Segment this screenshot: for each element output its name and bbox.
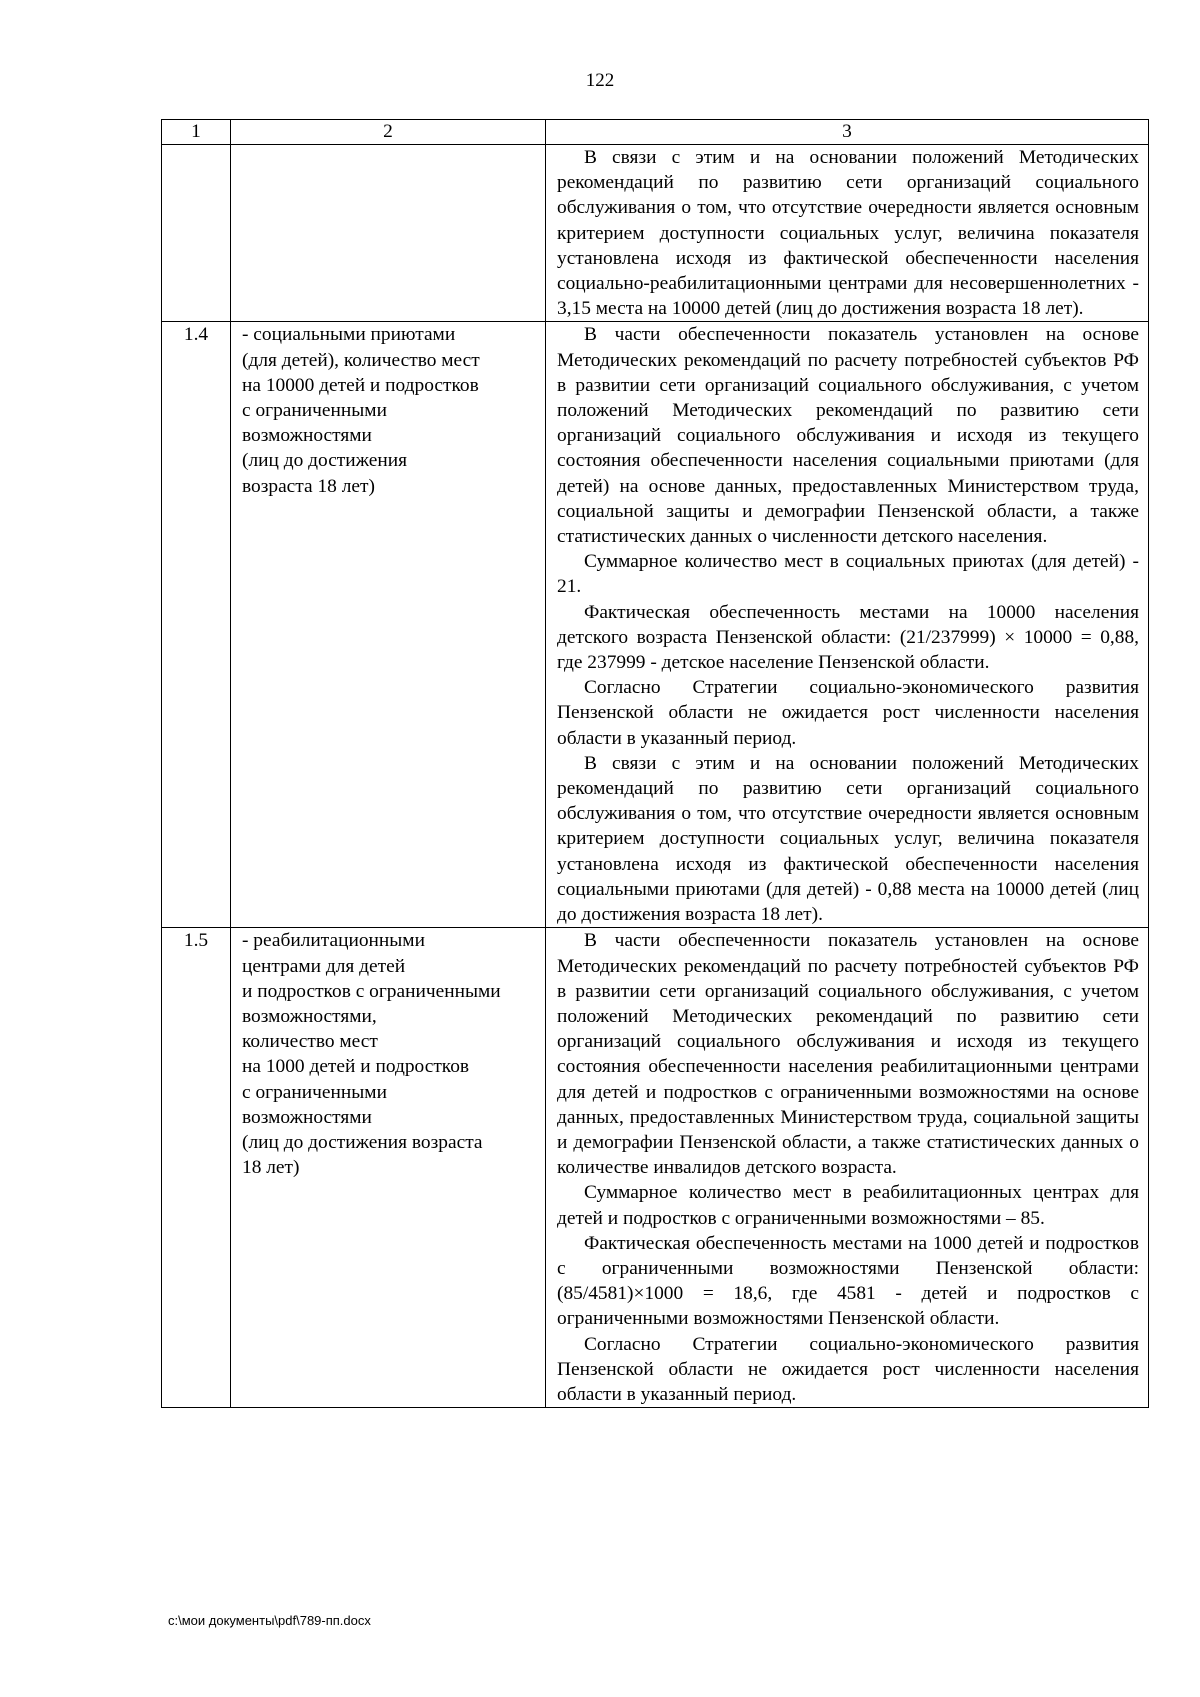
indicator-label-line: количество мест <box>242 1031 378 1053</box>
indicator-label-line: возраста 18 лет) <box>242 475 375 497</box>
indicator-label-line: - реабилитационными <box>242 930 425 952</box>
table-header-row <box>162 120 1149 145</box>
justification-paragraph: В части обеспеченности показатель установлен на основе Методических рекомендаций по расчету потребностей субъектов РФ в развитии сети организаций социального обслуживания, с учетом положений Методических рекомендаций по развитию сети организаций социального обслуживания и исходя из текущего состояния обеспеченности населения социальными приютами (для детей) на основе данных, предоставленных Министерством труда, социальной защиты и демографии Пензенской области, а также статистических данных о численности детского населения. <box>557 324 1139 548</box>
indicator-label-line: (лиц до достижения <box>242 450 408 472</box>
justification-paragraph: Суммарное количество мест в реабилитационных центрах для детей и подростков с ограниченными возможностями – 85. <box>557 1182 1139 1229</box>
indicator-label-line: и подростков с ограниченными <box>242 980 501 1002</box>
justification-paragraph: В части обеспеченности показатель установлен на основе Методических рекомендаций по расчету потребностей субъектов РФ в развитии сети организаций социального обслуживания, с учетом положений Методических рекомендаций по развитию сети организаций социального обслуживания и исходя из текущего состояния обеспеченности населения реабилитационными центрами для детей и подростков с ограниченными возможностями на основе данных, предоставленных Министерством труда, социальной защиты и демографии Пензенской области, а также статистических данных о количестве инвалидов детского возраста. <box>557 930 1139 1179</box>
table-row <box>162 928 1149 1408</box>
justification-text <box>546 928 1149 1408</box>
table-body <box>162 145 1149 1408</box>
justification-paragraph: Согласно Стратегии социально-экономического развития Пензенской области не ожидается рост численности населения области в указанный период. <box>557 1333 1139 1405</box>
justification-paragraph: Согласно Стратегии социально-экономического развития Пензенской области не ожидается рост численности населения области в указанный период. <box>557 677 1139 749</box>
page-number: 122 <box>585 70 615 91</box>
header-col-3: 3 <box>546 120 1149 145</box>
justification-paragraph: Суммарное количество мест в социальных приютах (для детей) - 21. <box>557 551 1139 598</box>
header-col-2: 2 <box>231 120 546 145</box>
indicator-label-line: возможностями <box>242 1106 372 1128</box>
row-number: 1.5 <box>162 928 231 1408</box>
justification-paragraph: В связи с этим и на основании положений Методических рекомендаций по развитию сети организаций социального обслуживания о том, что отсутствие очередности является основным критерием доступности социальных услуг, величина показателя установлена исходя из фактической обеспеченности населения социальными приютами (для детей) - 0,88 места на 10000 детей (лиц до достижения возраста 18 лет). <box>557 752 1139 926</box>
indicator-label-line: возможностями <box>242 425 372 447</box>
justification-text <box>546 145 1149 322</box>
justification-paragraph: В связи с этим и на основании положений Методических рекомендаций по развитию сети организаций социального обслуживания о том, что отсутствие очередности является основным критерием доступности социальных услуг, величина показателя установлена исходя из фактической обеспеченности населения социально-реабилитационными центрами для несовершеннолетних - 3,15 места на 10000 детей (лиц до достижения возраста 18 лет). <box>557 147 1139 320</box>
header-col-1: 1 <box>162 120 231 145</box>
table-row <box>162 145 1149 322</box>
justification-paragraph: Фактическая обеспеченность местами на 10000 населения детского возраста Пензенской области: (21/237999) × 10000 = 0,88, где 237999 - детское население Пензенской области. <box>557 601 1139 674</box>
indicator-label-line: на 1000 детей и подростков <box>242 1056 470 1078</box>
indicator-table <box>161 119 1149 1408</box>
indicator-label-line: (лиц до достижения возраста <box>242 1131 483 1153</box>
row-number <box>162 145 231 322</box>
indicator-label <box>231 928 546 1408</box>
row-number: 1.4 <box>162 322 231 928</box>
justification-paragraph: Фактическая обеспеченность местами на 1000 детей и подростков с ограниченными возможностями Пензенской области: (85/4581)×1000 = 18,6, где 4581 - детей и подростков с ограниченными возможностями Пензенской области. <box>557 1232 1139 1330</box>
indicator-label <box>231 322 546 928</box>
indicator-label-line: с ограниченными <box>242 400 387 422</box>
indicator-label-line: - социальными приютами <box>242 324 456 346</box>
indicator-label <box>231 145 546 322</box>
indicator-label-line: на 10000 детей и подростков <box>242 374 479 396</box>
justification-text <box>546 322 1149 928</box>
indicator-label-line: с ограниченными <box>242 1081 387 1103</box>
indicator-label-line: возможностями, <box>242 1005 377 1027</box>
file-path-footer: c:\мои документы\pdf\789-пп.docx <box>168 1613 371 1628</box>
indicator-label-line: (для детей), количество мест <box>242 349 480 371</box>
table-row <box>162 322 1149 928</box>
indicator-label-line: 18 лет) <box>242 1157 300 1179</box>
indicator-label-line: центрами для детей <box>242 955 406 977</box>
